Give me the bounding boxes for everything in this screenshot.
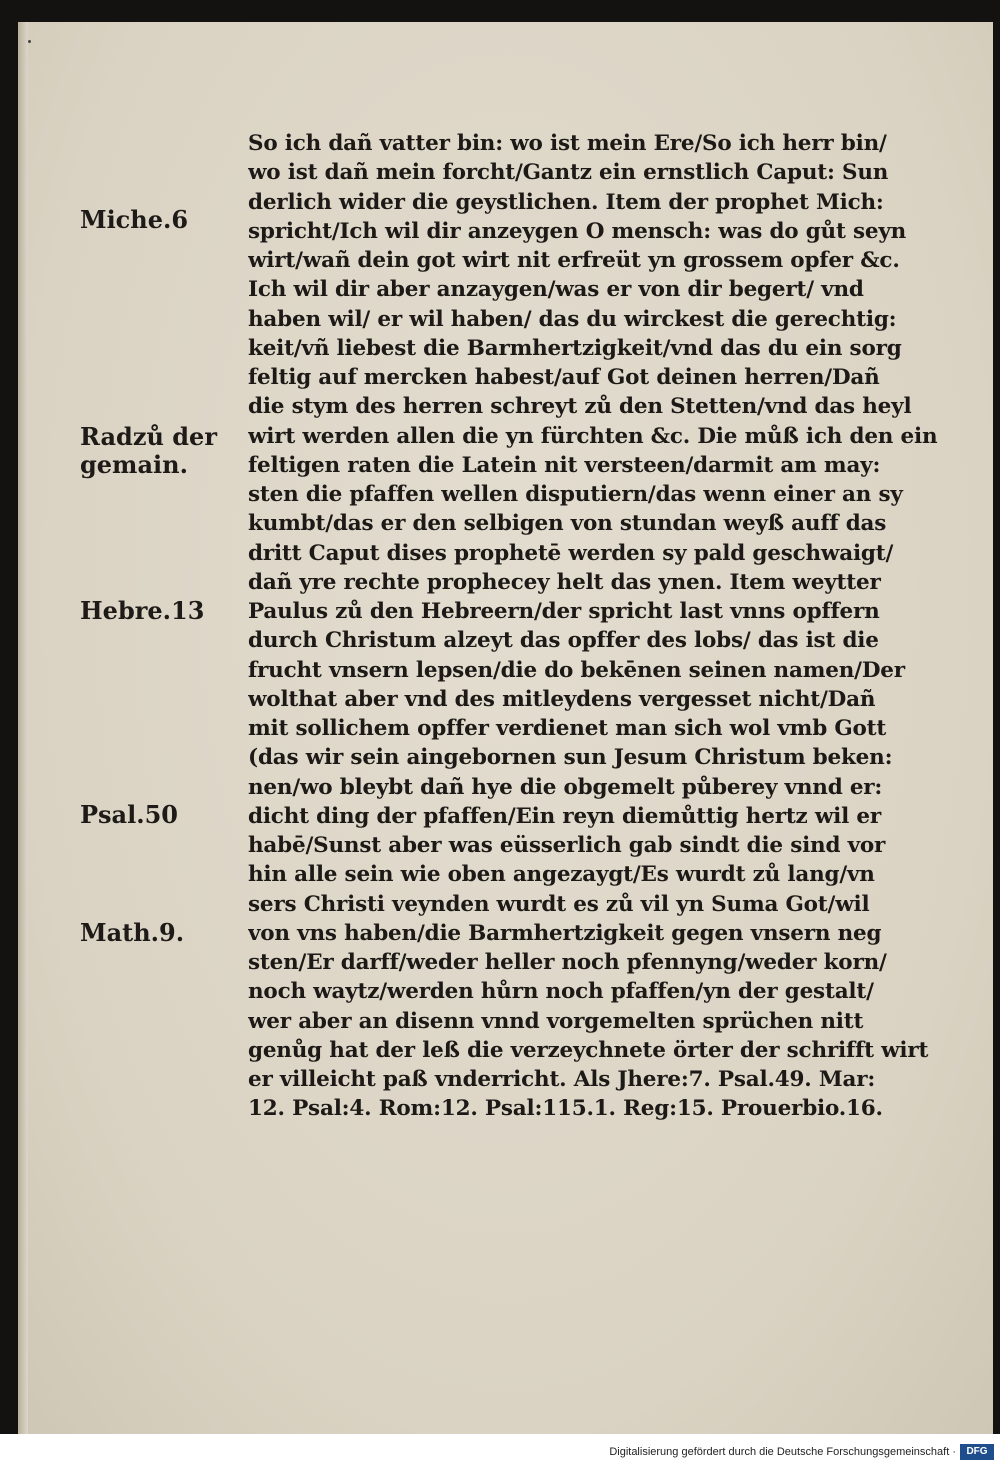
text-line: er villeicht paß vnderricht. Als Jhere:7. Psal.49. Mar: xyxy=(248,1067,876,1092)
text-line: wirt/wañ dein got wirt nit erfreüt yn grossem opfer &c. xyxy=(248,248,900,273)
text-line: nen/wo bleybt dañ hye die obgemelt půberey vnnd er: xyxy=(248,774,883,800)
text-line: derlich wider die geystlichen. Item der prophet Mich: xyxy=(248,189,884,215)
margin-note-math: Math.9. xyxy=(80,918,185,947)
margin-note-hebre: Hebre.13 xyxy=(80,596,205,625)
text-line: noch waytz/werden hůrn noch pfaffen/yn der gestalt/ xyxy=(248,979,874,1005)
text-line: sers Christi veynden wurdt es zů vil yn Suma Got/wil xyxy=(248,891,870,917)
text-line: dritt Caput dises prophetē werden sy pald geschwaigt/ xyxy=(248,540,894,566)
page-gutter xyxy=(18,22,28,1434)
margin-note-gemain: gemain. xyxy=(80,450,188,479)
text-line: Ich wil dir aber anzaygen/was er von dir begert/ vnd xyxy=(248,277,864,303)
text-line: dicht ding der pfaffen/Ein reyn diemůttig hertz wil er xyxy=(248,803,881,829)
text-line: durch Christum alzeyt das opffer des lobs/ das ist die xyxy=(248,628,879,654)
dfg-logo: DFG xyxy=(960,1444,994,1460)
margin-note-radzu: Radzů der xyxy=(80,422,217,451)
text-line: feltigen raten die Latein nit versteen/darmit am may: xyxy=(248,452,881,478)
book-page xyxy=(18,22,993,1434)
text-line: sten/Er darff/weder heller noch pfennyng/weder korn/ xyxy=(248,950,887,975)
text-line: wolthat aber vnd des mitleydens vergesset nicht/Dañ xyxy=(248,686,876,712)
text-line: genůg hat der leß die verzeychnete örter der schrifft wirt xyxy=(248,1037,929,1063)
body-text xyxy=(248,129,968,1124)
margin-note-psal: Psal.50 xyxy=(80,800,178,829)
text-line: kumbt/das er den selbigen von stundan weyß auff das xyxy=(248,511,887,537)
text-line: haben wil/ er wil haben/ das du wirckest die gerechtig: xyxy=(248,306,897,332)
text-line: die stym des herren schreyt zů den Stetten/vnd das heyl xyxy=(248,394,912,420)
text-line: keit/vñ liebest die Barmhertzigkeit/vnd das du ein sorg xyxy=(248,335,902,361)
text-line: spricht/Ich wil dir anzeygen O mensch: was do gůt seyn xyxy=(248,218,907,244)
text-line: (das wir sein aingebornen sun Jesum Christum beken: xyxy=(248,745,893,771)
text-line: Paulus zů den Hebreern/der spricht last vnns opffern xyxy=(248,599,880,624)
text-line: feltig auf mercken habest/auf Got deinen herren/Dañ xyxy=(248,365,880,390)
text-line: So ich dañ vatter bin: wo ist mein Ere/So ich herr bin/ xyxy=(248,131,887,156)
footer-band xyxy=(0,1434,1000,1466)
text-line: habē/Sunst aber was eüsserlich gab sindt die sind vor xyxy=(248,833,886,858)
text-line: dañ yre rechte prophecey helt das ynen. Item weytter xyxy=(248,569,881,595)
funding-credit: Digitalisierung gefördert durch die Deutsche Forschungsgemeinschaft · xyxy=(609,1446,956,1458)
text-line: wo ist dañ mein forcht/Gantz ein ernstlich Caput: Sun xyxy=(248,160,889,186)
margin-note-miche: Miche.6 xyxy=(80,205,189,234)
text-line: sten die pfaffen wellen disputiern/das wenn einer an sy xyxy=(248,482,903,507)
text-line: wirt werden allen die yn fürchten &c. Die můß ich den ein xyxy=(248,423,938,449)
text-line: mit sollichem opffer verdienet man sich wol vmb Gott xyxy=(248,716,887,741)
text-line: 12. Psal:4. Rom:12. Psal:115.1. Reg:15. Prouerbio.16. xyxy=(248,1096,883,1122)
text-line: hin alle sein wie oben angezaygt/Es wurdt zů lang/vn xyxy=(248,862,875,888)
ink-mark xyxy=(28,40,31,43)
text-line: wer aber an disenn vnnd vorgemelten sprüchen nitt xyxy=(248,1008,864,1034)
text-line: von vns haben/die Barmhertzigkeit gegen vnsern neg xyxy=(248,920,882,946)
text-line: frucht vnsern lepsen/die do bekēnen seinen namen/Der xyxy=(248,657,905,683)
